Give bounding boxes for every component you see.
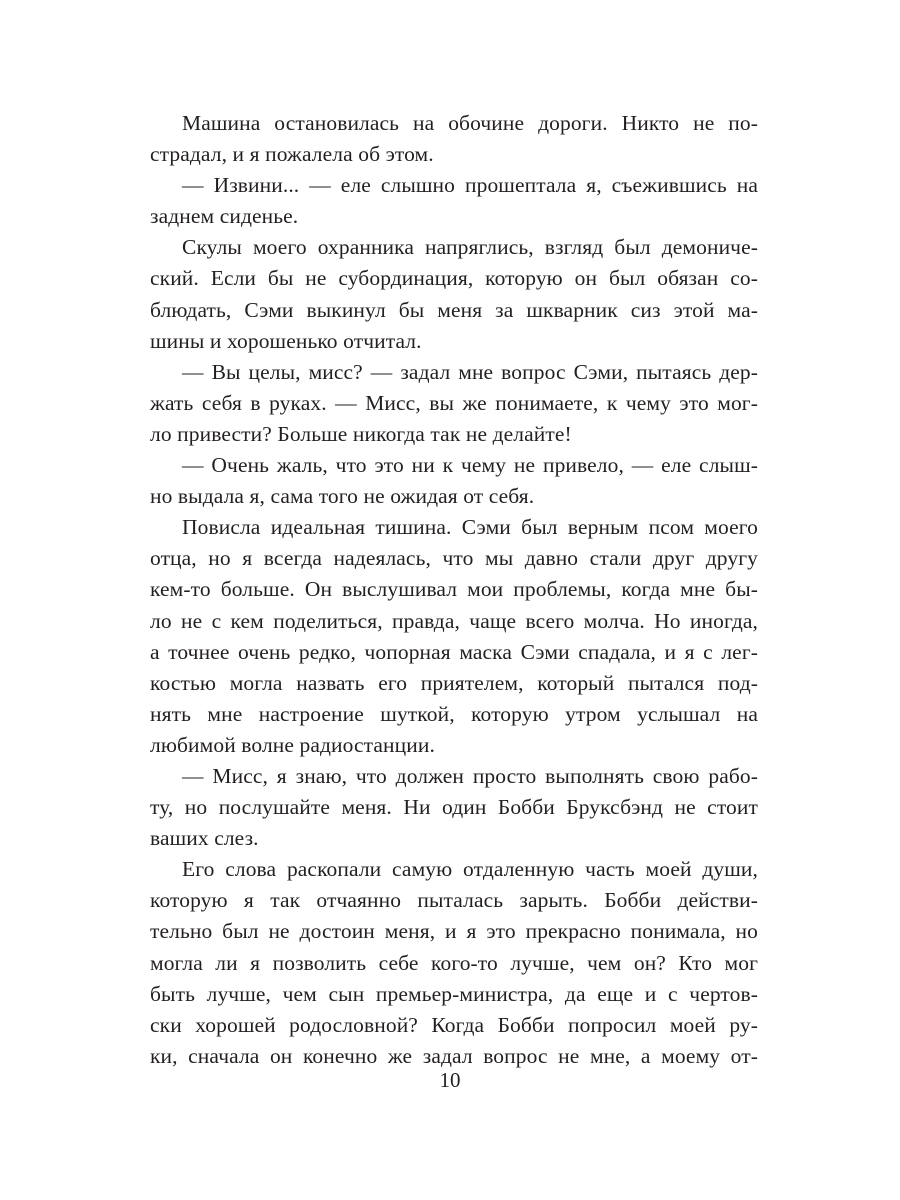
text-line xyxy=(150,606,758,637)
text-line xyxy=(150,419,758,450)
text-line-content: Скулы моего охранника напряглись, взгляд был демониче- xyxy=(182,235,758,260)
text-line xyxy=(150,295,758,326)
text-line-content: костью могла назвать его приятелем, который пытался под- xyxy=(150,670,758,695)
text-line xyxy=(150,699,758,730)
paragraph xyxy=(150,232,758,356)
text-line xyxy=(150,543,758,574)
paragraph xyxy=(150,761,758,854)
text-line-content: тельно был не достоин меня, и я это прекрасно понимала, но xyxy=(150,919,758,944)
text-line xyxy=(150,263,758,294)
text-line xyxy=(150,450,758,481)
text-line-content: — Вы целы, мисс? — задал мне вопрос Сэми, пытаясь дер- xyxy=(182,359,758,384)
paragraph xyxy=(150,854,758,1072)
text-line xyxy=(150,948,758,979)
text-line-content: ски хорошей родословной? Когда Бобби попросил моей ру- xyxy=(150,1012,758,1037)
text-line-content: отца, но я всегда надеялась, что мы давно стали друг другу xyxy=(150,546,758,571)
text-line-content: страдал, и я пожалела об этом. xyxy=(150,142,434,167)
text-line xyxy=(150,170,758,201)
paragraph xyxy=(150,108,758,170)
text-line-content: кем-то больше. Он выслушивал мои проблемы, когда мне бы- xyxy=(150,577,758,602)
text-line-content: ки, сначала он конечно же задал вопрос не мне, а моему от- xyxy=(150,1043,758,1068)
text-line-content: ту, но послушайте меня. Ни один Бобби Бруксбэнд не стоит xyxy=(150,795,758,820)
text-line xyxy=(150,854,758,885)
paragraph xyxy=(150,357,758,450)
text-line-content: а точнее очень редко, чопорная маска Сэми спадала, и я с лег- xyxy=(150,639,758,664)
text-line xyxy=(150,823,758,854)
text-line xyxy=(150,885,758,916)
text-line xyxy=(150,1010,758,1041)
text-line xyxy=(150,668,758,699)
text-line xyxy=(150,139,758,170)
text-line-content: Его слова раскопали самую отдаленную часть моей души, xyxy=(182,857,758,882)
text-line-content: — Мисс, я знаю, что должен просто выполнять свою рабо- xyxy=(182,763,758,788)
text-line-content: которую я так отчаянно пыталась зарыть. Бобби действи- xyxy=(150,888,758,913)
text-line-content: могла ли я позволить себе кого-то лучше, чем он? Кто мог xyxy=(150,950,758,975)
text-line xyxy=(150,108,758,139)
text-line-content: — Извини... — еле слышно прошептала я, съежившись на xyxy=(182,173,758,198)
text-line xyxy=(150,916,758,947)
text-line xyxy=(150,326,758,357)
body-text xyxy=(150,108,758,1072)
text-line xyxy=(150,574,758,605)
text-line xyxy=(150,637,758,668)
text-line xyxy=(150,979,758,1010)
text-line xyxy=(150,201,758,232)
text-line-content: любимой волне радиостанции. xyxy=(150,732,435,757)
text-line-content: ваших слез. xyxy=(150,826,259,851)
paragraph xyxy=(150,450,758,512)
text-line xyxy=(150,792,758,823)
text-line xyxy=(150,512,758,543)
text-line-content: шины и хорошенько отчитал. xyxy=(150,328,422,353)
text-line xyxy=(150,388,758,419)
page-number: 10 xyxy=(439,1068,461,1092)
text-line xyxy=(150,232,758,263)
text-line-content: — Очень жаль, что это ни к чему не привело, — еле слыш- xyxy=(182,453,758,478)
text-line-content: Повисла идеальная тишина. Сэми был верным псом моего xyxy=(182,515,758,540)
text-line-content: ло привести? Больше никогда так не делайте! xyxy=(150,421,572,446)
text-line-content: ло не с кем поделиться, правда, чаще всего молча. Но иногда, xyxy=(150,608,758,633)
text-line-content: жать себя в руках. — Мисс, вы же понимаете, к чему это мог- xyxy=(150,390,758,415)
paragraph xyxy=(150,170,758,232)
text-line xyxy=(150,730,758,761)
text-line-content: ский. Если бы не субординация, которую он был обязан со- xyxy=(150,266,758,291)
text-line-content: нять мне настроение шуткой, которую утром услышал на xyxy=(150,701,758,726)
text-line xyxy=(150,357,758,388)
text-line-content: блюдать, Сэми выкинул бы меня за шкварник сиз этой ма- xyxy=(150,297,758,322)
text-line-content: заднем сиденье. xyxy=(150,204,299,229)
text-line xyxy=(150,761,758,792)
paragraph xyxy=(150,512,758,761)
text-line-content: Машина остановилась на обочине дороги. Никто не по- xyxy=(182,111,758,135)
text-line xyxy=(150,481,758,512)
text-line-content: но выдала я, сама того не ожидая от себя. xyxy=(150,484,535,509)
text-line-content: быть лучше, чем сын премьер-министра, да еще и с чертов- xyxy=(150,981,758,1006)
